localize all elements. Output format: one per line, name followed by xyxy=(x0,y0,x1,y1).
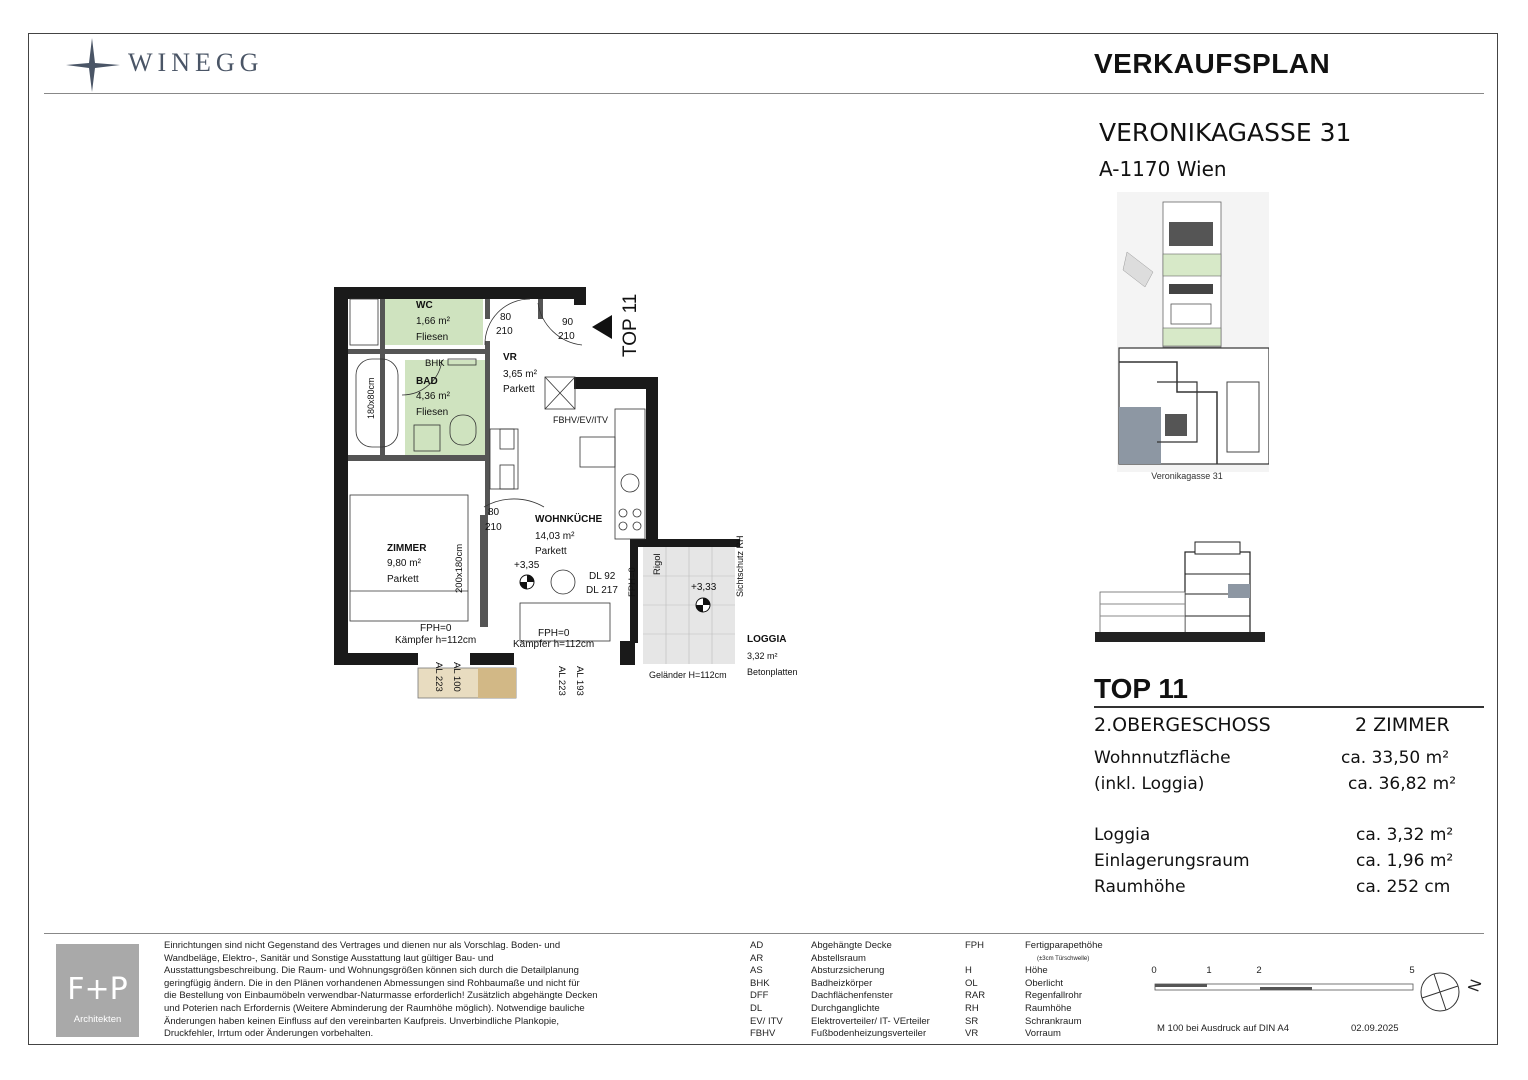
al-label: AL 223 xyxy=(556,666,567,696)
gelaender-label: Geländer H=112cm xyxy=(649,670,727,680)
plan-title: VERKAUFSPLAN xyxy=(1094,48,1331,79)
disclaimer-line: Druckfehler, Irrtum oder Änderungen vorbehalten. xyxy=(164,1028,374,1040)
disclaimer-line: Ausstattungsbeschreibung. Die Raum- und Wohnungsgrößen können sich durch die Detailplanung xyxy=(164,965,579,977)
compass-star-logo-icon xyxy=(62,36,122,94)
fph-label: FPH=0 xyxy=(627,567,638,597)
legend-text: Abstellsraum xyxy=(811,952,866,964)
legend-text: Vorraum xyxy=(1025,1028,1061,1040)
unit-divider xyxy=(1094,706,1484,708)
sichtschutz-label: Sichtschutz RH xyxy=(735,535,745,597)
unit-rooms: 2 ZIMMER xyxy=(1355,714,1450,736)
door-label: 80 xyxy=(488,507,500,518)
extra-label: Raumhöhe xyxy=(1094,877,1186,897)
floor-plan xyxy=(330,285,810,705)
extra-label: Loggia xyxy=(1094,825,1151,845)
scale-tick-label: 0 xyxy=(1151,965,1157,976)
scale-bar xyxy=(1150,960,1420,1000)
disclaimer-line: und Poterien nach Erfordernis (Weitere Abminderung der Raumhöhe möglich). Notwendige bauliche xyxy=(164,1002,585,1014)
disclaimer-line: Einrichtungen sind nicht Gegenstand des Vertrages und dienen nur als Vorschlag. Boden- und xyxy=(164,940,561,951)
legend-text: (±3cm Türschwelle) xyxy=(1037,955,1090,962)
address-street: VERONIKAGASSE 31 xyxy=(1099,118,1352,147)
room-area-wohnkueche: 14,03 m² xyxy=(535,531,575,542)
stat-value: ca. 36,82 m² xyxy=(1348,774,1457,794)
fph-label: FPH=0 xyxy=(538,628,570,639)
legend-codes-left xyxy=(750,940,783,1041)
legend-codes-right xyxy=(965,940,985,1041)
door-label: 210 xyxy=(485,522,502,533)
room-name-vr: VR xyxy=(503,352,517,363)
stat-value: ca. 33,50 m² xyxy=(1341,748,1450,768)
al-label: AL 223 xyxy=(433,662,444,692)
room-area-zimmer: 9,80 m² xyxy=(387,558,421,569)
legend-text: Fußbodenheizungsverteiler xyxy=(811,1028,927,1040)
door-label: 210 xyxy=(558,331,575,342)
room-floor-loggia: Betonplatten xyxy=(747,667,798,677)
room-floor-bad: Fliesen xyxy=(416,407,449,418)
brand-logo: WINEGG xyxy=(128,48,264,77)
legend-code: AS xyxy=(750,965,763,977)
architect-logo-name: Architekten xyxy=(73,1014,122,1025)
stat-label: Wohnnutzfläche xyxy=(1094,748,1231,768)
legend-code: DFF xyxy=(750,990,769,1002)
scale-tick-label: 2 xyxy=(1256,965,1262,976)
legend-code: AR xyxy=(750,952,764,964)
bed-size: 200x180cm xyxy=(454,543,465,593)
legend-text: Schrankraum xyxy=(1025,1015,1082,1027)
door-label: 90 xyxy=(562,317,574,328)
extra-value: ca. 3,32 m² xyxy=(1356,825,1454,845)
architect-logo xyxy=(56,944,139,1037)
room-floor-wohnkueche: Parkett xyxy=(535,546,567,557)
room-floor-vr: Parkett xyxy=(503,384,535,395)
legend-code: RH xyxy=(965,1002,979,1014)
legend-code: FBHV xyxy=(750,1028,776,1040)
disclaimer-line: Änderungen haben keinen Einfluss auf den vereinbarten Kaufpreis. Unverbindliche Plankopie, xyxy=(164,1015,560,1027)
al-label: AL 100 xyxy=(451,662,462,692)
disclaimer-line: geringfügig ändern. Die in den Plänen vorhandenen Abmessungen sind Rohbaumaße und nicht für xyxy=(164,977,580,989)
legend-text: Absturzsicherung xyxy=(811,965,885,977)
tub-size: 180x80cm xyxy=(366,377,376,419)
site-plan-label: Veronikagasse 31 xyxy=(1151,471,1223,481)
stat-label: (inkl. Loggia) xyxy=(1094,774,1205,794)
room-name-bad: BAD xyxy=(416,376,438,387)
disclaimer xyxy=(164,940,598,1041)
legend-code: FPH xyxy=(965,940,984,951)
extra-label: Einlagerungsraum xyxy=(1094,851,1250,871)
legend-code: DL xyxy=(750,1002,763,1014)
dl-label: DL 92 xyxy=(589,571,616,582)
legend-text: Badheizkörper xyxy=(811,977,873,989)
legend-text: Raumhöhe xyxy=(1025,1002,1072,1014)
extra-value: ca. 1,96 m² xyxy=(1356,851,1454,871)
al-label: AL 193 xyxy=(574,666,585,696)
kaempfer-label: Kämpfer h=112cm xyxy=(395,635,477,646)
legend-texts-left xyxy=(811,940,930,1041)
room-area-loggia: 3,32 m² xyxy=(747,651,778,661)
legend-text: Höhe xyxy=(1025,965,1048,977)
door-label: 210 xyxy=(496,326,513,337)
legend-text: Dachflächenfenster xyxy=(811,990,893,1002)
legend-text: Oberlicht xyxy=(1025,977,1064,989)
north-label: N xyxy=(1465,977,1486,995)
header-divider xyxy=(44,93,1484,94)
kaempfer-label: Kämpfer h=112cm xyxy=(513,639,595,650)
door-label: 80 xyxy=(500,312,512,323)
room-name-wc: WC xyxy=(416,300,433,311)
legend-text: Fertigparapethöhe xyxy=(1025,940,1103,951)
room-floor-zimmer: Parkett xyxy=(387,574,419,585)
plan-date: 02.09.2025 xyxy=(1351,1023,1399,1034)
disclaimer-line: die Bestellung von Einbaumöbeln verwendbar-Naturmasse erforderlich! Zusätzlich abgehängte Decken xyxy=(164,990,598,1002)
legend-code: VR xyxy=(965,1028,979,1040)
legend-code: BHK xyxy=(750,977,770,989)
legend-code: OL xyxy=(965,977,978,989)
room-name-wohnkueche: WOHNKÜCHE xyxy=(535,514,603,525)
legend-code: EV/ ITV xyxy=(750,1015,783,1027)
legend-text: Abgehängte Decke xyxy=(811,940,892,951)
scale-tick-label: 1 xyxy=(1206,965,1212,976)
legend-text: Regenfallrohr xyxy=(1025,990,1083,1002)
unit-floor: 2.OBERGESCHOSS xyxy=(1094,714,1271,736)
extra-value: ca. 252 cm xyxy=(1356,877,1451,897)
legend-texts-right xyxy=(1025,940,1103,1041)
dl-label: DL 217 xyxy=(586,585,618,596)
level-label: +3,35 xyxy=(514,560,540,571)
north-arrow-icon xyxy=(1418,968,1488,1020)
legend-code: SR xyxy=(965,1015,979,1027)
room-area-bad: 4,36 m² xyxy=(416,391,450,402)
footer-divider xyxy=(44,933,1484,934)
disclaimer-line: Wandbeläge, Elektro-, Sanitär und Sonstige Ausstattung laut gültiger Bau- und xyxy=(164,952,494,964)
room-name-zimmer: ZIMMER xyxy=(387,543,427,554)
room-area-wc: 1,66 m² xyxy=(416,316,450,327)
legend-code: RAR xyxy=(965,990,986,1002)
fbhv-label: FBHV/EV/ITV xyxy=(553,415,609,425)
legend-code: AD xyxy=(750,940,764,951)
section-drawing xyxy=(1095,532,1265,644)
architect-logo-mark: F+P xyxy=(67,972,128,1007)
site-plan xyxy=(1117,192,1269,482)
rigol-label: Rigol xyxy=(652,553,663,575)
room-area-vr: 3,65 m² xyxy=(503,369,537,380)
scale-tick-label: 5 xyxy=(1409,965,1415,976)
bhk-label: BHK xyxy=(425,358,445,369)
room-floor-wc: Fliesen xyxy=(416,332,449,343)
legend-text: Elektroverteiler/ IT- VErteiler xyxy=(811,1015,930,1027)
legend-text: Durchganglichte xyxy=(811,1002,880,1014)
scale-note: M 100 bei Ausdruck auf DIN A4 xyxy=(1157,1023,1290,1034)
legend-code xyxy=(965,953,985,966)
legend-code: H xyxy=(965,965,972,977)
level-label: +3,33 xyxy=(691,582,717,593)
unit-title: TOP 11 xyxy=(1094,673,1188,704)
fph-label: FPH=0 xyxy=(420,623,452,634)
entrance-label: TOP 11 xyxy=(620,293,641,357)
room-name-loggia: LOGGIA xyxy=(747,634,787,645)
address-city: A-1170 Wien xyxy=(1099,157,1227,181)
